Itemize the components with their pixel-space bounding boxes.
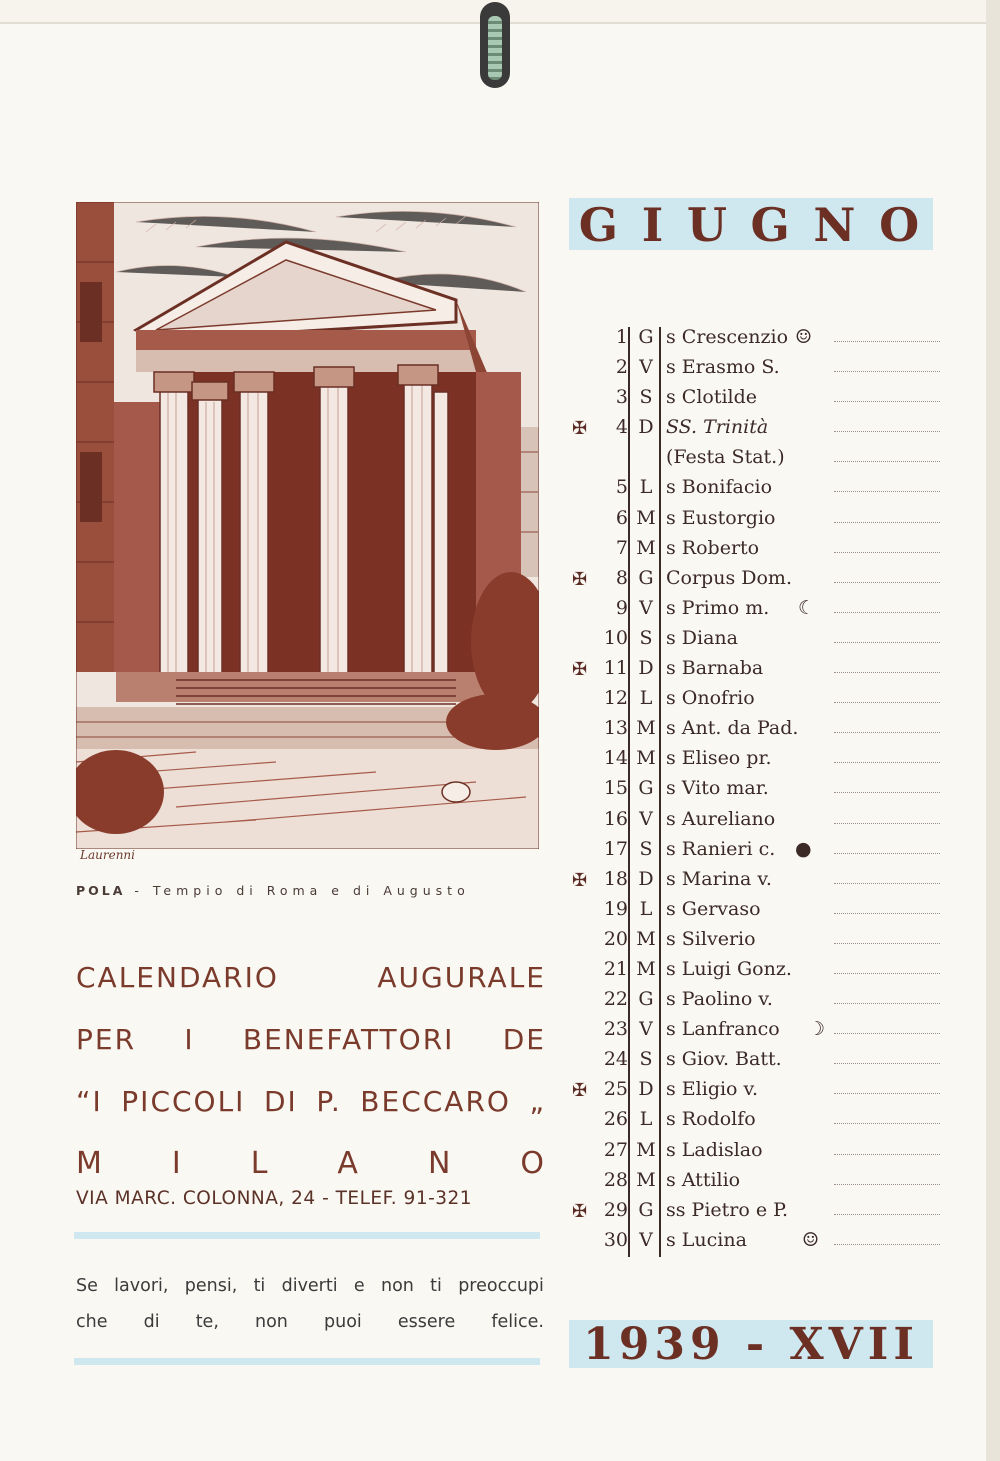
weekday-letter: S	[639, 386, 653, 409]
saint-name: s Ranieri c.	[666, 837, 776, 860]
year-title: 1939 - XVII	[583, 1318, 919, 1370]
saint-name: s Crescenzio	[666, 326, 789, 348]
notes-dotted-line[interactable]	[834, 823, 940, 824]
title-letter: I	[171, 1145, 183, 1181]
weekday-letter: D	[638, 1078, 654, 1101]
motto-word: non	[380, 1276, 414, 1296]
weekday-letter: M	[636, 927, 656, 950]
saint-name: s Paolino v.	[666, 988, 773, 1011]
title-line-4	[76, 1132, 546, 1194]
saint-name: s Diana	[666, 626, 738, 649]
saint-name: (Festa Stat.)	[666, 446, 785, 469]
weekday-letter: G	[638, 1198, 654, 1221]
title-word: BECCARO	[360, 1084, 511, 1118]
saint-name: s Eligio v.	[666, 1078, 759, 1101]
day-row	[572, 353, 942, 383]
saint-name: s Lucina	[666, 1228, 747, 1251]
day-number: 26	[603, 1108, 628, 1131]
title-letter: N	[427, 1145, 453, 1181]
day-number: 16	[603, 807, 628, 830]
weekday-letter: S	[639, 1048, 653, 1071]
title-line-1	[76, 946, 546, 1008]
notes-dotted-line[interactable]	[834, 642, 940, 643]
day-number: 30	[603, 1228, 628, 1251]
title-letter: A	[337, 1145, 360, 1181]
calendar-title	[76, 946, 546, 1194]
title-word: PICCOLI	[121, 1084, 246, 1118]
day-number: 11	[603, 657, 628, 680]
month-letter: U	[686, 198, 731, 252]
saint-name: ss Pietro e P.	[666, 1198, 789, 1221]
caption-text: - Tempio di Roma e di Augusto	[134, 883, 470, 898]
holiday-cross-icon: ✠	[572, 1200, 588, 1222]
notes-dotted-line[interactable]	[834, 582, 940, 583]
moon-phase-full-icon: ☺	[802, 1228, 820, 1251]
day-number: 25	[603, 1078, 628, 1101]
motto-word: di	[143, 1312, 160, 1332]
day-number: 22	[603, 988, 628, 1011]
weekday-letter: M	[636, 1168, 656, 1191]
motto-word: puoi	[324, 1312, 362, 1332]
notes-dotted-line[interactable]	[834, 762, 940, 763]
weekday-letter: G	[638, 566, 654, 589]
motto-word: diverti	[281, 1276, 338, 1296]
saint-name: s Ant. da Pad.	[666, 717, 799, 740]
notes-dotted-line[interactable]	[834, 792, 940, 793]
saint-name: s Silverio	[666, 927, 756, 950]
day-row	[572, 654, 942, 684]
weekday-letter: M	[636, 747, 656, 770]
holiday-cross-icon: ✠	[572, 568, 588, 590]
saint-name: s Primo m.	[666, 596, 770, 619]
weekday-letter: S	[639, 626, 653, 649]
month-letter: O	[879, 198, 924, 252]
notes-dotted-line[interactable]	[834, 341, 940, 342]
weekday-letter: V	[639, 1018, 653, 1041]
day-row	[572, 1075, 942, 1105]
title-word: DI	[263, 1084, 298, 1118]
saint-name: s Marina v.	[666, 867, 772, 890]
day-row	[572, 865, 942, 895]
day-row	[572, 895, 942, 925]
title-word: PER	[76, 1022, 137, 1056]
day-number: 2	[615, 356, 628, 379]
day-row	[572, 413, 942, 443]
saint-name: s Gervaso	[666, 897, 761, 920]
notes-dotted-line[interactable]	[834, 461, 940, 462]
title-word: AUGURALE	[377, 960, 546, 994]
day-number: 13	[603, 717, 628, 740]
day-row	[572, 684, 942, 714]
weekday-letter: V	[639, 596, 653, 619]
title-word: I	[184, 1022, 195, 1056]
day-number: 1	[615, 326, 628, 348]
notes-dotted-line[interactable]	[834, 883, 940, 884]
motto-word: non	[255, 1312, 288, 1332]
notes-dotted-line[interactable]	[834, 973, 940, 974]
day-number: 24	[603, 1048, 628, 1071]
saint-name: s Onofrio	[666, 687, 755, 710]
day-number: 4	[615, 416, 628, 439]
weekday-letter: V	[639, 807, 653, 830]
day-row	[572, 1166, 942, 1196]
motto-word: pensi,	[184, 1276, 238, 1296]
notes-dotted-line[interactable]	[834, 401, 940, 402]
holiday-cross-icon: ✠	[572, 1080, 588, 1102]
weekday-letter: V	[639, 356, 653, 379]
title-word: CALENDARIO	[76, 960, 279, 994]
motto-word: felice.	[491, 1312, 544, 1332]
day-number: 21	[603, 957, 628, 980]
notes-dotted-line[interactable]	[834, 522, 940, 523]
weekday-letter: L	[639, 897, 653, 920]
day-row	[572, 744, 942, 774]
day-row	[572, 1196, 942, 1226]
day-row	[572, 624, 942, 654]
day-number: 7	[615, 536, 628, 559]
holiday-cross-icon: ✠	[572, 659, 588, 681]
notes-dotted-line[interactable]	[834, 612, 940, 613]
weekday-letter: M	[636, 536, 656, 559]
title-word: P.	[316, 1084, 342, 1118]
caption-place: POLA	[76, 883, 126, 898]
notes-dotted-line[interactable]	[834, 672, 940, 673]
weekday-letter: L	[639, 476, 653, 499]
weekday-letter: D	[638, 416, 654, 439]
weekday-letter: M	[636, 957, 656, 980]
weekday-letter: L	[639, 1108, 653, 1131]
notes-dotted-line[interactable]	[834, 1184, 940, 1185]
day-number: 5	[615, 476, 628, 499]
saint-name: s Bonifacio	[666, 476, 773, 499]
notes-dotted-line[interactable]	[834, 853, 940, 854]
day-number: 18	[603, 867, 628, 890]
address: VIA MARC. COLONNA, 24 - TELEF. 91-321	[76, 1188, 473, 1209]
saint-name: s Ladislao	[666, 1138, 763, 1161]
notes-dotted-line[interactable]	[834, 943, 940, 944]
day-number: 10	[603, 626, 628, 649]
saint-name: s Lanfranco	[666, 1018, 780, 1041]
notes-dotted-line[interactable]	[834, 431, 940, 432]
saint-name: s Eliseo pr.	[666, 747, 772, 770]
day-row	[572, 985, 942, 1015]
divider-rule	[74, 1232, 540, 1239]
weekday-letter: S	[639, 837, 653, 860]
notes-dotted-line[interactable]	[834, 1063, 940, 1064]
day-row	[572, 714, 942, 744]
day-row	[572, 504, 942, 534]
day-number: 28	[603, 1168, 628, 1191]
day-list	[572, 323, 942, 1256]
weekday-letter: G	[638, 777, 654, 800]
illustration-caption	[76, 883, 546, 898]
title-word: “I	[76, 1084, 103, 1118]
weekday-letter: V	[639, 1228, 653, 1251]
motto-line-2	[76, 1304, 544, 1340]
motto-word: ti	[430, 1276, 442, 1296]
notes-dotted-line[interactable]	[834, 1123, 940, 1124]
day-row	[572, 534, 942, 564]
notes-dotted-line[interactable]	[834, 491, 940, 492]
day-number: 15	[603, 777, 628, 800]
day-number: 6	[615, 506, 628, 529]
motto	[76, 1268, 544, 1340]
moon-phase-last-icon: ☾	[798, 596, 816, 619]
day-row	[572, 955, 942, 985]
saint-name: s Aureliano	[666, 807, 776, 830]
title-line-2	[76, 1008, 546, 1070]
temple-engraving	[76, 202, 539, 849]
weekday-letter: L	[639, 687, 653, 710]
weekday-letter: M	[636, 1138, 656, 1161]
saint-name: s Erasmo S.	[666, 356, 780, 379]
notes-dotted-line[interactable]	[834, 913, 940, 914]
day-row	[572, 1136, 942, 1166]
day-row	[572, 1226, 942, 1256]
title-word: DE	[502, 1022, 546, 1056]
day-number: 29	[603, 1198, 628, 1221]
day-row	[572, 1045, 942, 1075]
month-letter: N	[813, 198, 860, 252]
motto-line-1	[76, 1268, 544, 1304]
day-row	[572, 473, 942, 503]
motto-word: che	[76, 1312, 108, 1332]
title-word: „	[529, 1084, 546, 1118]
binding-cord	[488, 16, 502, 80]
saint-name: s Rodolfo	[666, 1108, 756, 1131]
motto-word: e	[353, 1276, 365, 1296]
day-number: 3	[615, 386, 628, 409]
title-line-3	[76, 1070, 546, 1132]
stacked-pages-edge	[986, 0, 1000, 1461]
saint-name: s Luigi Gonz.	[666, 957, 792, 980]
notes-dotted-line[interactable]	[834, 1033, 940, 1034]
day-number: 9	[615, 596, 628, 619]
notes-dotted-line[interactable]	[834, 1154, 940, 1155]
saint-name: Corpus Dom.	[666, 566, 792, 589]
notes-dotted-line[interactable]	[834, 1093, 940, 1094]
weekday-letter: D	[638, 867, 654, 890]
motto-word: Se	[76, 1276, 98, 1296]
notes-dotted-line[interactable]	[834, 1244, 940, 1245]
moon-phase-new-icon: ●	[795, 837, 812, 860]
day-row	[572, 594, 942, 624]
motto-word: ti	[253, 1276, 266, 1296]
day-row	[572, 835, 942, 865]
day-row	[572, 564, 942, 594]
saint-name: s Attilio	[666, 1168, 741, 1191]
weekday-letter: G	[638, 988, 654, 1011]
day-row	[572, 1015, 942, 1045]
notes-dotted-line[interactable]	[834, 1003, 940, 1004]
artist-signature: Laurenni	[80, 848, 135, 862]
weekday-letter: M	[636, 717, 656, 740]
motto-word: preoccupi	[458, 1276, 544, 1296]
saint-name: s Roberto	[666, 536, 760, 559]
saint-name: s Barnaba	[666, 657, 764, 680]
notes-dotted-line[interactable]	[834, 732, 940, 733]
saint-name: s Vito mar.	[666, 777, 769, 800]
day-number: 8	[615, 566, 628, 589]
day-row	[572, 774, 942, 804]
motto-word: lavori,	[114, 1276, 169, 1296]
motto-word: te,	[195, 1312, 219, 1332]
month-letter: G	[578, 198, 623, 252]
day-number: 20	[603, 927, 628, 950]
saint-name: SS. Trinità	[666, 416, 769, 439]
day-number: 19	[603, 897, 628, 920]
month-letter: G	[750, 198, 794, 252]
moon-phase-full-icon: ☺	[795, 326, 813, 348]
day-row	[572, 383, 942, 413]
day-number: 17	[603, 837, 628, 860]
holiday-cross-icon: ✠	[572, 418, 588, 440]
notes-dotted-line[interactable]	[834, 702, 940, 703]
notes-dotted-line[interactable]	[834, 552, 940, 553]
month-title	[569, 196, 933, 254]
day-row	[572, 443, 942, 473]
day-row	[572, 1105, 942, 1135]
day-row	[572, 323, 942, 353]
title-letter: O	[520, 1145, 546, 1181]
notes-dotted-line[interactable]	[834, 1214, 940, 1215]
divider-rule	[74, 1358, 540, 1365]
day-number: 27	[603, 1138, 628, 1161]
motto-word: essere	[397, 1312, 456, 1332]
moon-phase-first-icon: ☽	[808, 1018, 826, 1041]
day-row	[572, 805, 942, 835]
weekday-letter: G	[638, 326, 654, 348]
temple-engraving-drawing	[76, 202, 539, 849]
title-word: BENEFATTORI	[242, 1022, 455, 1056]
title-letter: L	[250, 1145, 270, 1181]
day-number: 14	[603, 747, 628, 770]
month-letter: I	[641, 198, 668, 252]
title-letter: M	[76, 1145, 104, 1181]
saint-name: s Clotilde	[666, 386, 758, 409]
day-number: 23	[603, 1018, 628, 1041]
notes-dotted-line[interactable]	[834, 371, 940, 372]
holiday-cross-icon: ✠	[572, 869, 588, 891]
day-number: 12	[603, 687, 628, 710]
weekday-letter: D	[638, 657, 654, 680]
weekday-letter: M	[636, 506, 656, 529]
day-row	[572, 925, 942, 955]
saint-name: s Giov. Batt.	[666, 1048, 782, 1071]
saint-name: s Eustorgio	[666, 506, 776, 529]
